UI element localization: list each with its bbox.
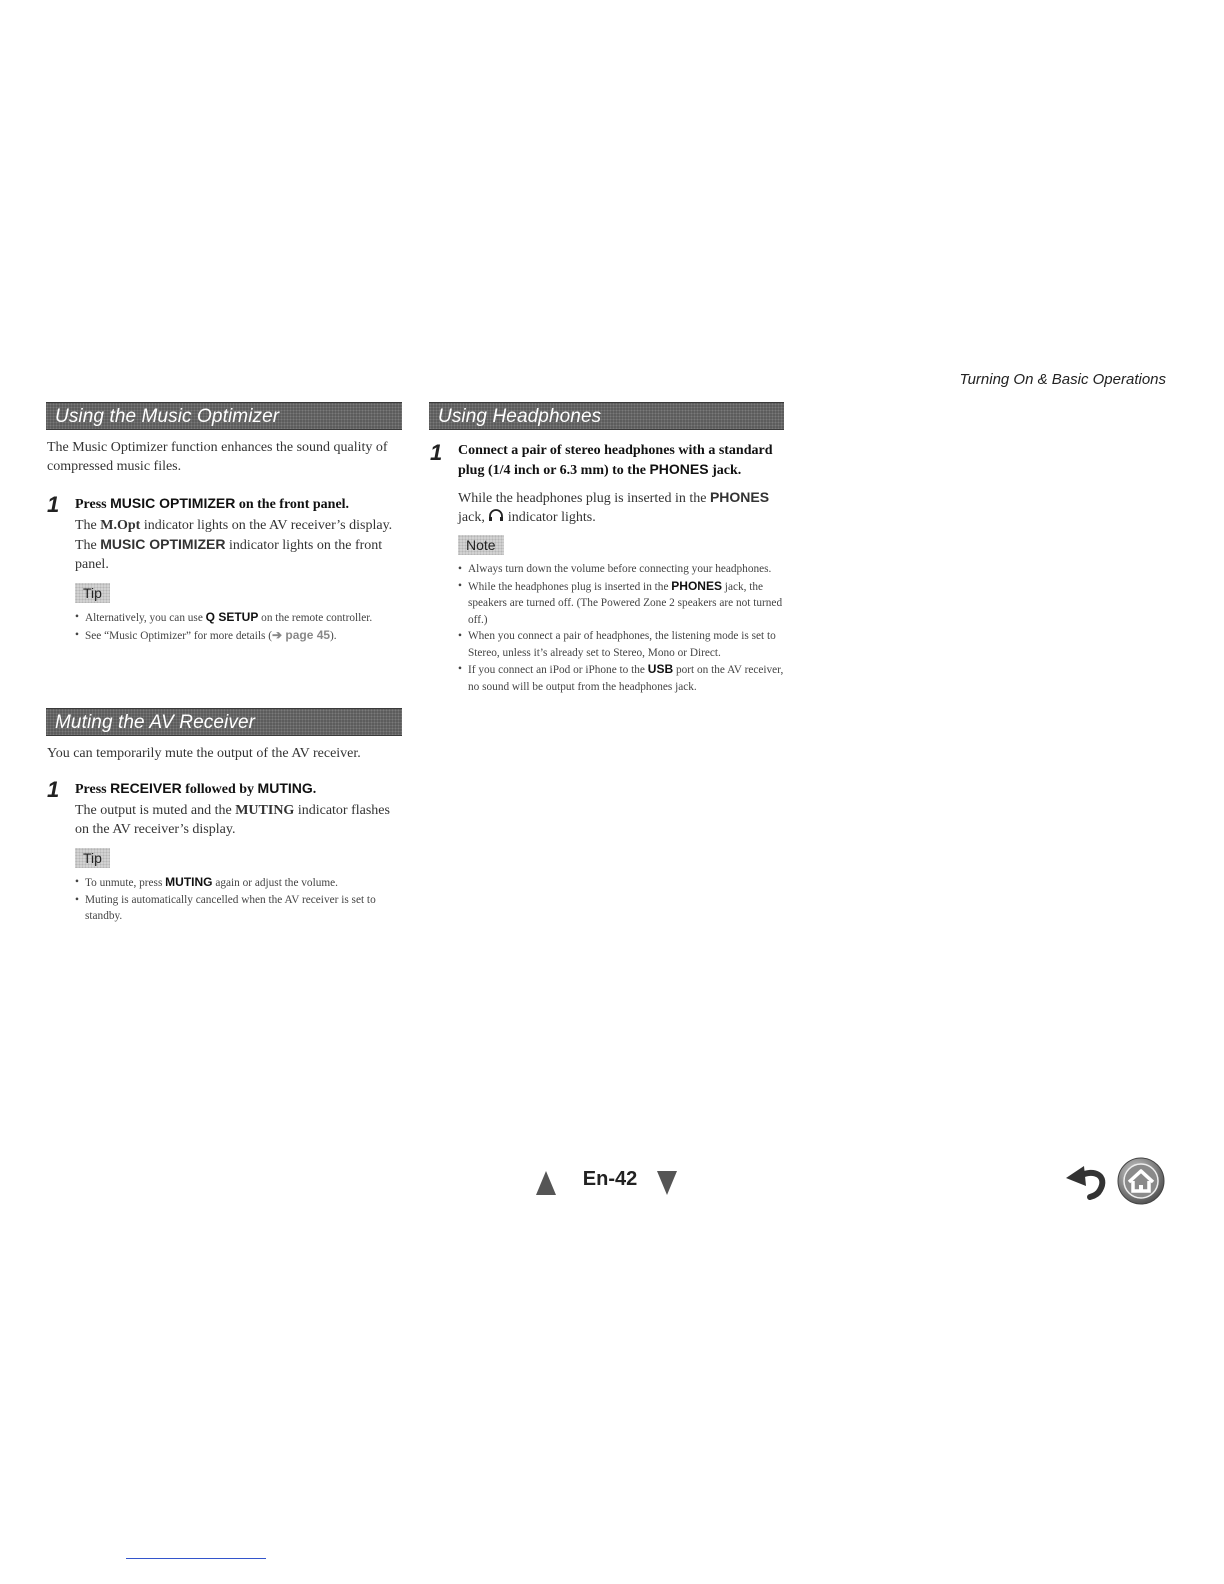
tip-label: Tip xyxy=(75,848,110,868)
section-title-music-optimizer: Using the Music Optimizer xyxy=(46,402,402,430)
triangle-up-icon[interactable] xyxy=(536,1171,556,1195)
tip-list xyxy=(75,609,402,644)
step-number: 1 xyxy=(430,440,443,465)
step-body: The output is muted and the MUTING indicator flashes on the AV receiver’s display. xyxy=(75,803,390,837)
muting-intro: You can temporarily mute the output of the AV receiver. xyxy=(47,746,361,761)
muting-step xyxy=(47,779,402,925)
step-number: 1 xyxy=(47,492,60,517)
note-item: • While the headphones plug is inserted in the PHONES jack, the speakers are turned off. (The Powered Zone 2 speakers are not turned off.) xyxy=(458,578,784,629)
page-number: En-42 xyxy=(582,1168,638,1190)
music-optimizer-intro: The Music Optimizer function enhances the sound quality of compressed music files. xyxy=(47,440,388,474)
headphones-icon xyxy=(488,508,504,527)
tip-label: Tip xyxy=(75,583,110,603)
divider-line xyxy=(126,1558,266,1559)
tip-list xyxy=(75,874,402,925)
section-title-muting: Muting the AV Receiver xyxy=(46,708,402,736)
step-number: 1 xyxy=(47,777,60,802)
step-body: While the headphones plug is inserted in the PHONES jack, indicator lights. xyxy=(458,488,784,527)
headphones-content xyxy=(430,442,784,695)
page-link[interactable]: ➔ page 45 xyxy=(271,627,331,642)
muting-content xyxy=(47,744,402,925)
step-body-line-1: The M.Opt indicator lights on the AV receiver’s display. xyxy=(75,518,393,533)
tip-item: • To unmute, press MUTING again or adjust the volume. xyxy=(75,874,402,892)
section-header: Turning On & Basic Operations xyxy=(959,371,1166,388)
tip-item: • Alternatively, you can use Q SETUP on the remote controller. xyxy=(75,609,402,627)
step-body-line-2: The MUSIC OPTIMIZER indicator lights on the front panel. xyxy=(75,536,383,572)
note-item: • Always turn down the volume before connecting your headphones. xyxy=(458,561,784,578)
tip-item: • See “Music Optimizer” for more details (➔ page 45). xyxy=(75,627,402,645)
step-heading: Press MUSIC OPTIMIZER on the front panel. xyxy=(75,495,350,512)
note-item: • When you connect a pair of headphones, the listening mode is set to Stereo, unless it’s already set to Stereo, Mono or Direct. xyxy=(458,628,784,661)
step-heading: Connect a pair of stereo headphones with a standard plug (1/4 inch or 6.3 mm) to the PHONES jack. xyxy=(458,443,773,478)
headphones-step xyxy=(430,442,784,695)
note-label: Note xyxy=(458,535,504,555)
back-arrow-icon[interactable] xyxy=(1064,1162,1112,1202)
tip-item: • Muting is automatically cancelled when the AV receiver is set to standby. xyxy=(75,892,402,925)
music-optimizer-content xyxy=(47,438,402,644)
section-title-headphones: Using Headphones xyxy=(429,402,784,430)
note-list xyxy=(458,561,784,695)
note-item: • If you connect an iPod or iPhone to the USB port on the AV receiver, no sound will be output from the headphones jack. xyxy=(458,661,784,695)
home-icon[interactable] xyxy=(1116,1156,1166,1206)
step-heading: Press RECEIVER followed by MUTING. xyxy=(75,780,317,797)
page-navigation xyxy=(536,1168,681,1198)
music-optimizer-step xyxy=(47,494,402,644)
triangle-down-icon[interactable] xyxy=(657,1171,677,1195)
